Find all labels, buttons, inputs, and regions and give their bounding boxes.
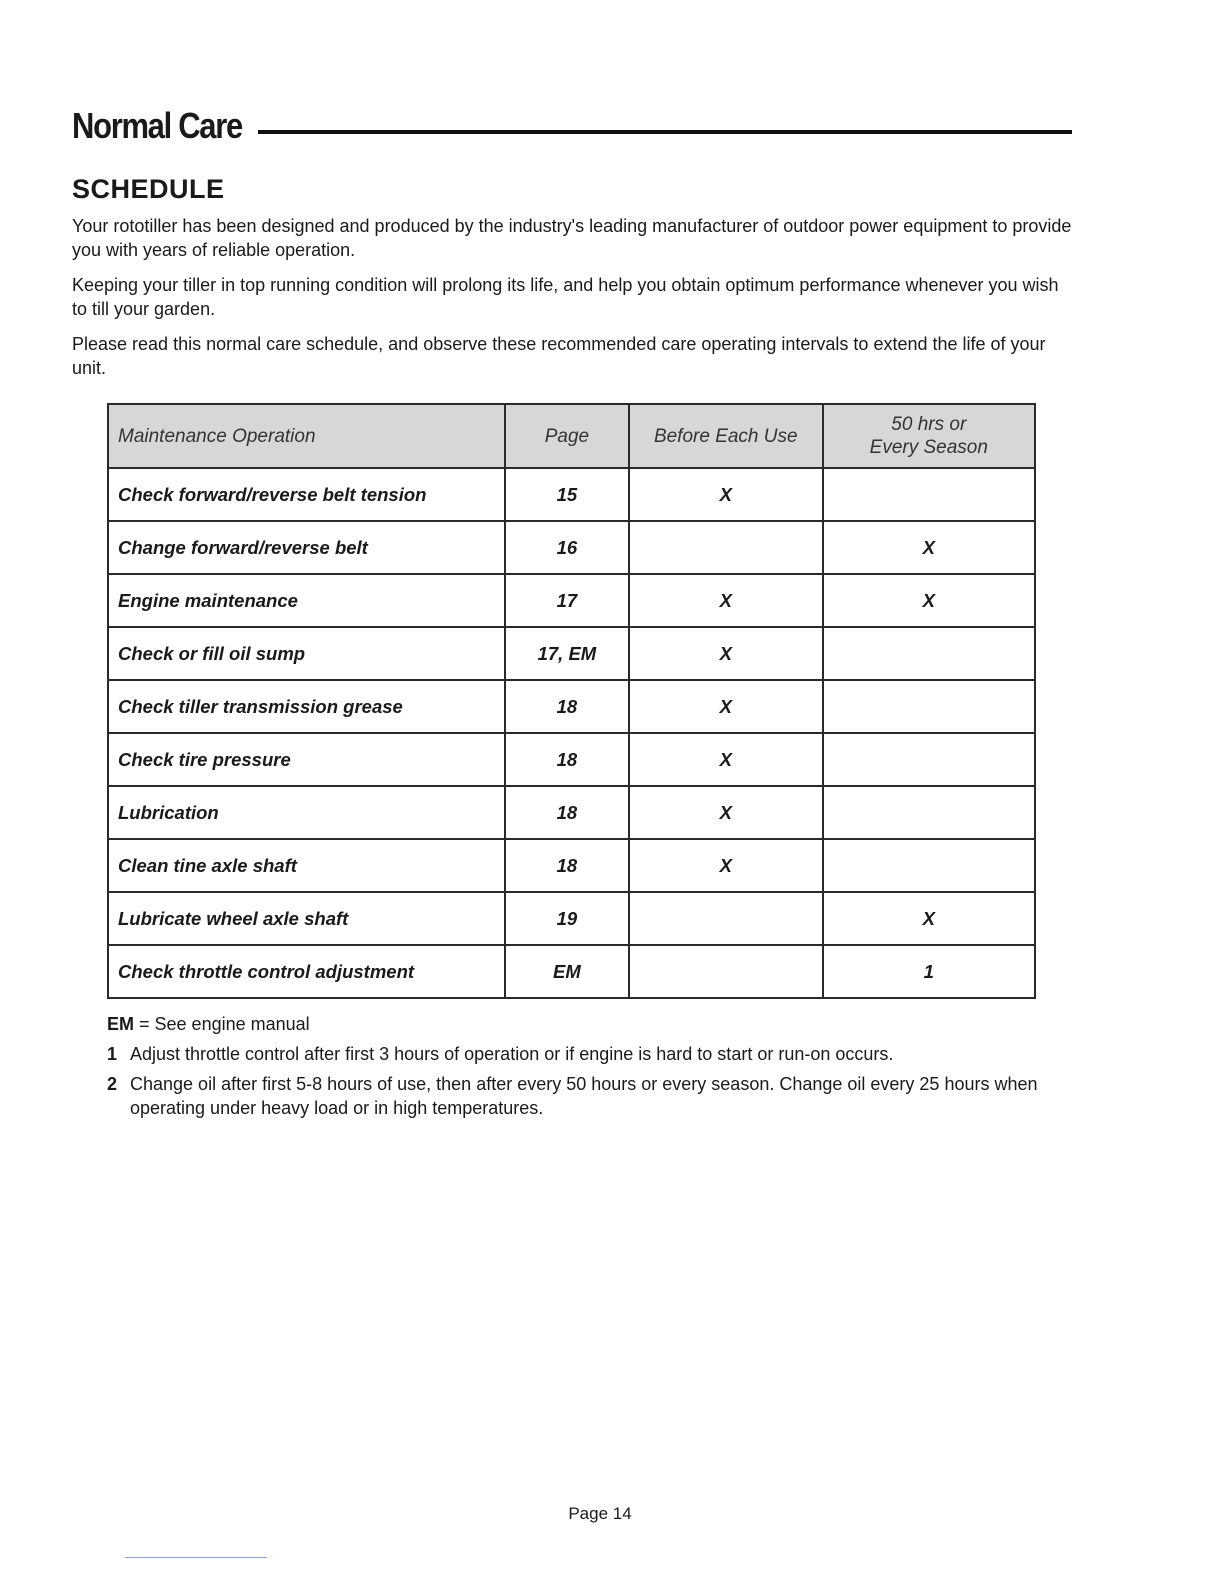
header-every-season bbox=[823, 404, 1035, 468]
intro-paragraph-3: Please read this normal care schedule, and observe these recommended care operating intervals to extend the life of your unit. bbox=[72, 334, 1046, 378]
page-title: Normal Care bbox=[72, 105, 242, 146]
page-number: Page 14 bbox=[568, 1504, 632, 1523]
cell-page: 18 bbox=[505, 839, 629, 892]
cell-operation: Engine maintenance bbox=[108, 574, 505, 627]
table-row bbox=[108, 574, 1035, 627]
cell-before-each-use bbox=[629, 892, 823, 945]
header-before-each-use: Before Each Use bbox=[629, 404, 823, 468]
footnote bbox=[107, 1072, 1077, 1120]
em-legend bbox=[107, 1012, 1077, 1036]
cell-every-season bbox=[823, 733, 1035, 786]
table-row bbox=[108, 733, 1035, 786]
cell-before-each-use: X bbox=[629, 574, 823, 627]
header-every-season-line1: 50 hrs or bbox=[891, 414, 967, 435]
cell-before-each-use: X bbox=[629, 839, 823, 892]
cell-operation: Lubrication bbox=[108, 786, 505, 839]
cell-every-season: 1 bbox=[823, 945, 1035, 998]
table-row bbox=[108, 839, 1035, 892]
cell-before-each-use bbox=[629, 945, 823, 998]
table-notes bbox=[107, 1012, 1077, 1126]
cell-before-each-use: X bbox=[629, 733, 823, 786]
cell-page: 15 bbox=[505, 468, 629, 521]
cell-page: 17, EM bbox=[505, 627, 629, 680]
cell-every-season: X bbox=[823, 521, 1035, 574]
cell-operation: Check or fill oil sump bbox=[108, 627, 505, 680]
cell-every-season bbox=[823, 839, 1035, 892]
cell-operation: Lubricate wheel axle shaft bbox=[108, 892, 505, 945]
cell-every-season: X bbox=[823, 892, 1035, 945]
footnote bbox=[107, 1042, 1077, 1066]
header-every-season-line2: Every Season bbox=[869, 437, 988, 458]
cell-page: 19 bbox=[505, 892, 629, 945]
cell-operation: Check forward/reverse belt tension bbox=[108, 468, 505, 521]
title-rule bbox=[258, 130, 1072, 134]
header-page: Page bbox=[505, 404, 629, 468]
cell-before-each-use: X bbox=[629, 680, 823, 733]
em-definition: = See engine manual bbox=[139, 1014, 310, 1034]
footnote-number: 1 bbox=[107, 1044, 118, 1064]
cell-before-each-use: X bbox=[629, 627, 823, 680]
cell-operation: Check tire pressure bbox=[108, 733, 505, 786]
cell-before-each-use: X bbox=[629, 786, 823, 839]
cell-operation: Check tiller transmission grease bbox=[108, 680, 505, 733]
footnote-text: Change oil after first 5-8 hours of use, then after every 50 hours or every season. Change oil every 25 hours when operating under heavy load or in high temperatures. bbox=[130, 1074, 1038, 1118]
cell-operation: Change forward/reverse belt bbox=[108, 521, 505, 574]
cell-page: 16 bbox=[505, 521, 629, 574]
em-abbreviation: EM bbox=[107, 1014, 134, 1034]
footnote-number: 2 bbox=[107, 1074, 118, 1094]
cell-page: 18 bbox=[505, 680, 629, 733]
cell-before-each-use bbox=[629, 521, 823, 574]
section-title bbox=[72, 100, 1072, 146]
cell-every-season bbox=[823, 680, 1035, 733]
footer-rule bbox=[125, 1557, 267, 1558]
cell-every-season bbox=[823, 627, 1035, 680]
schedule-heading: SCHEDULE bbox=[72, 174, 225, 204]
cell-before-each-use: X bbox=[629, 468, 823, 521]
cell-operation: Clean tine axle shaft bbox=[108, 839, 505, 892]
table-row bbox=[108, 521, 1035, 574]
cell-page: 18 bbox=[505, 786, 629, 839]
cell-operation: Check throttle control adjustment bbox=[108, 945, 505, 998]
table-row bbox=[108, 468, 1035, 521]
footnote-text: Adjust throttle control after first 3 hours of operation or if engine is hard to start or run-on occurs. bbox=[130, 1044, 894, 1064]
maintenance-schedule-table bbox=[107, 403, 1036, 999]
cell-every-season bbox=[823, 786, 1035, 839]
table-row bbox=[108, 945, 1035, 998]
table-header-row bbox=[108, 404, 1035, 468]
header-maintenance-operation: Maintenance Operation bbox=[108, 404, 505, 468]
intro-paragraph-2: Keeping your tiller in top running condition will prolong its life, and help you obtain optimum performance whenever you wish to till your garden. bbox=[72, 275, 1059, 319]
cell-page: EM bbox=[505, 945, 629, 998]
intro-text bbox=[72, 214, 1072, 391]
intro-paragraph-1: Your rototiller has been designed and produced by the industry's leading manufacturer of outdoor power equipment to provide you with years of reliable operation. bbox=[72, 216, 1072, 260]
table-row bbox=[108, 786, 1035, 839]
table-row bbox=[108, 892, 1035, 945]
cell-page: 18 bbox=[505, 733, 629, 786]
cell-every-season: X bbox=[823, 574, 1035, 627]
table-row bbox=[108, 680, 1035, 733]
cell-page: 17 bbox=[505, 574, 629, 627]
table-row bbox=[108, 627, 1035, 680]
cell-every-season bbox=[823, 468, 1035, 521]
